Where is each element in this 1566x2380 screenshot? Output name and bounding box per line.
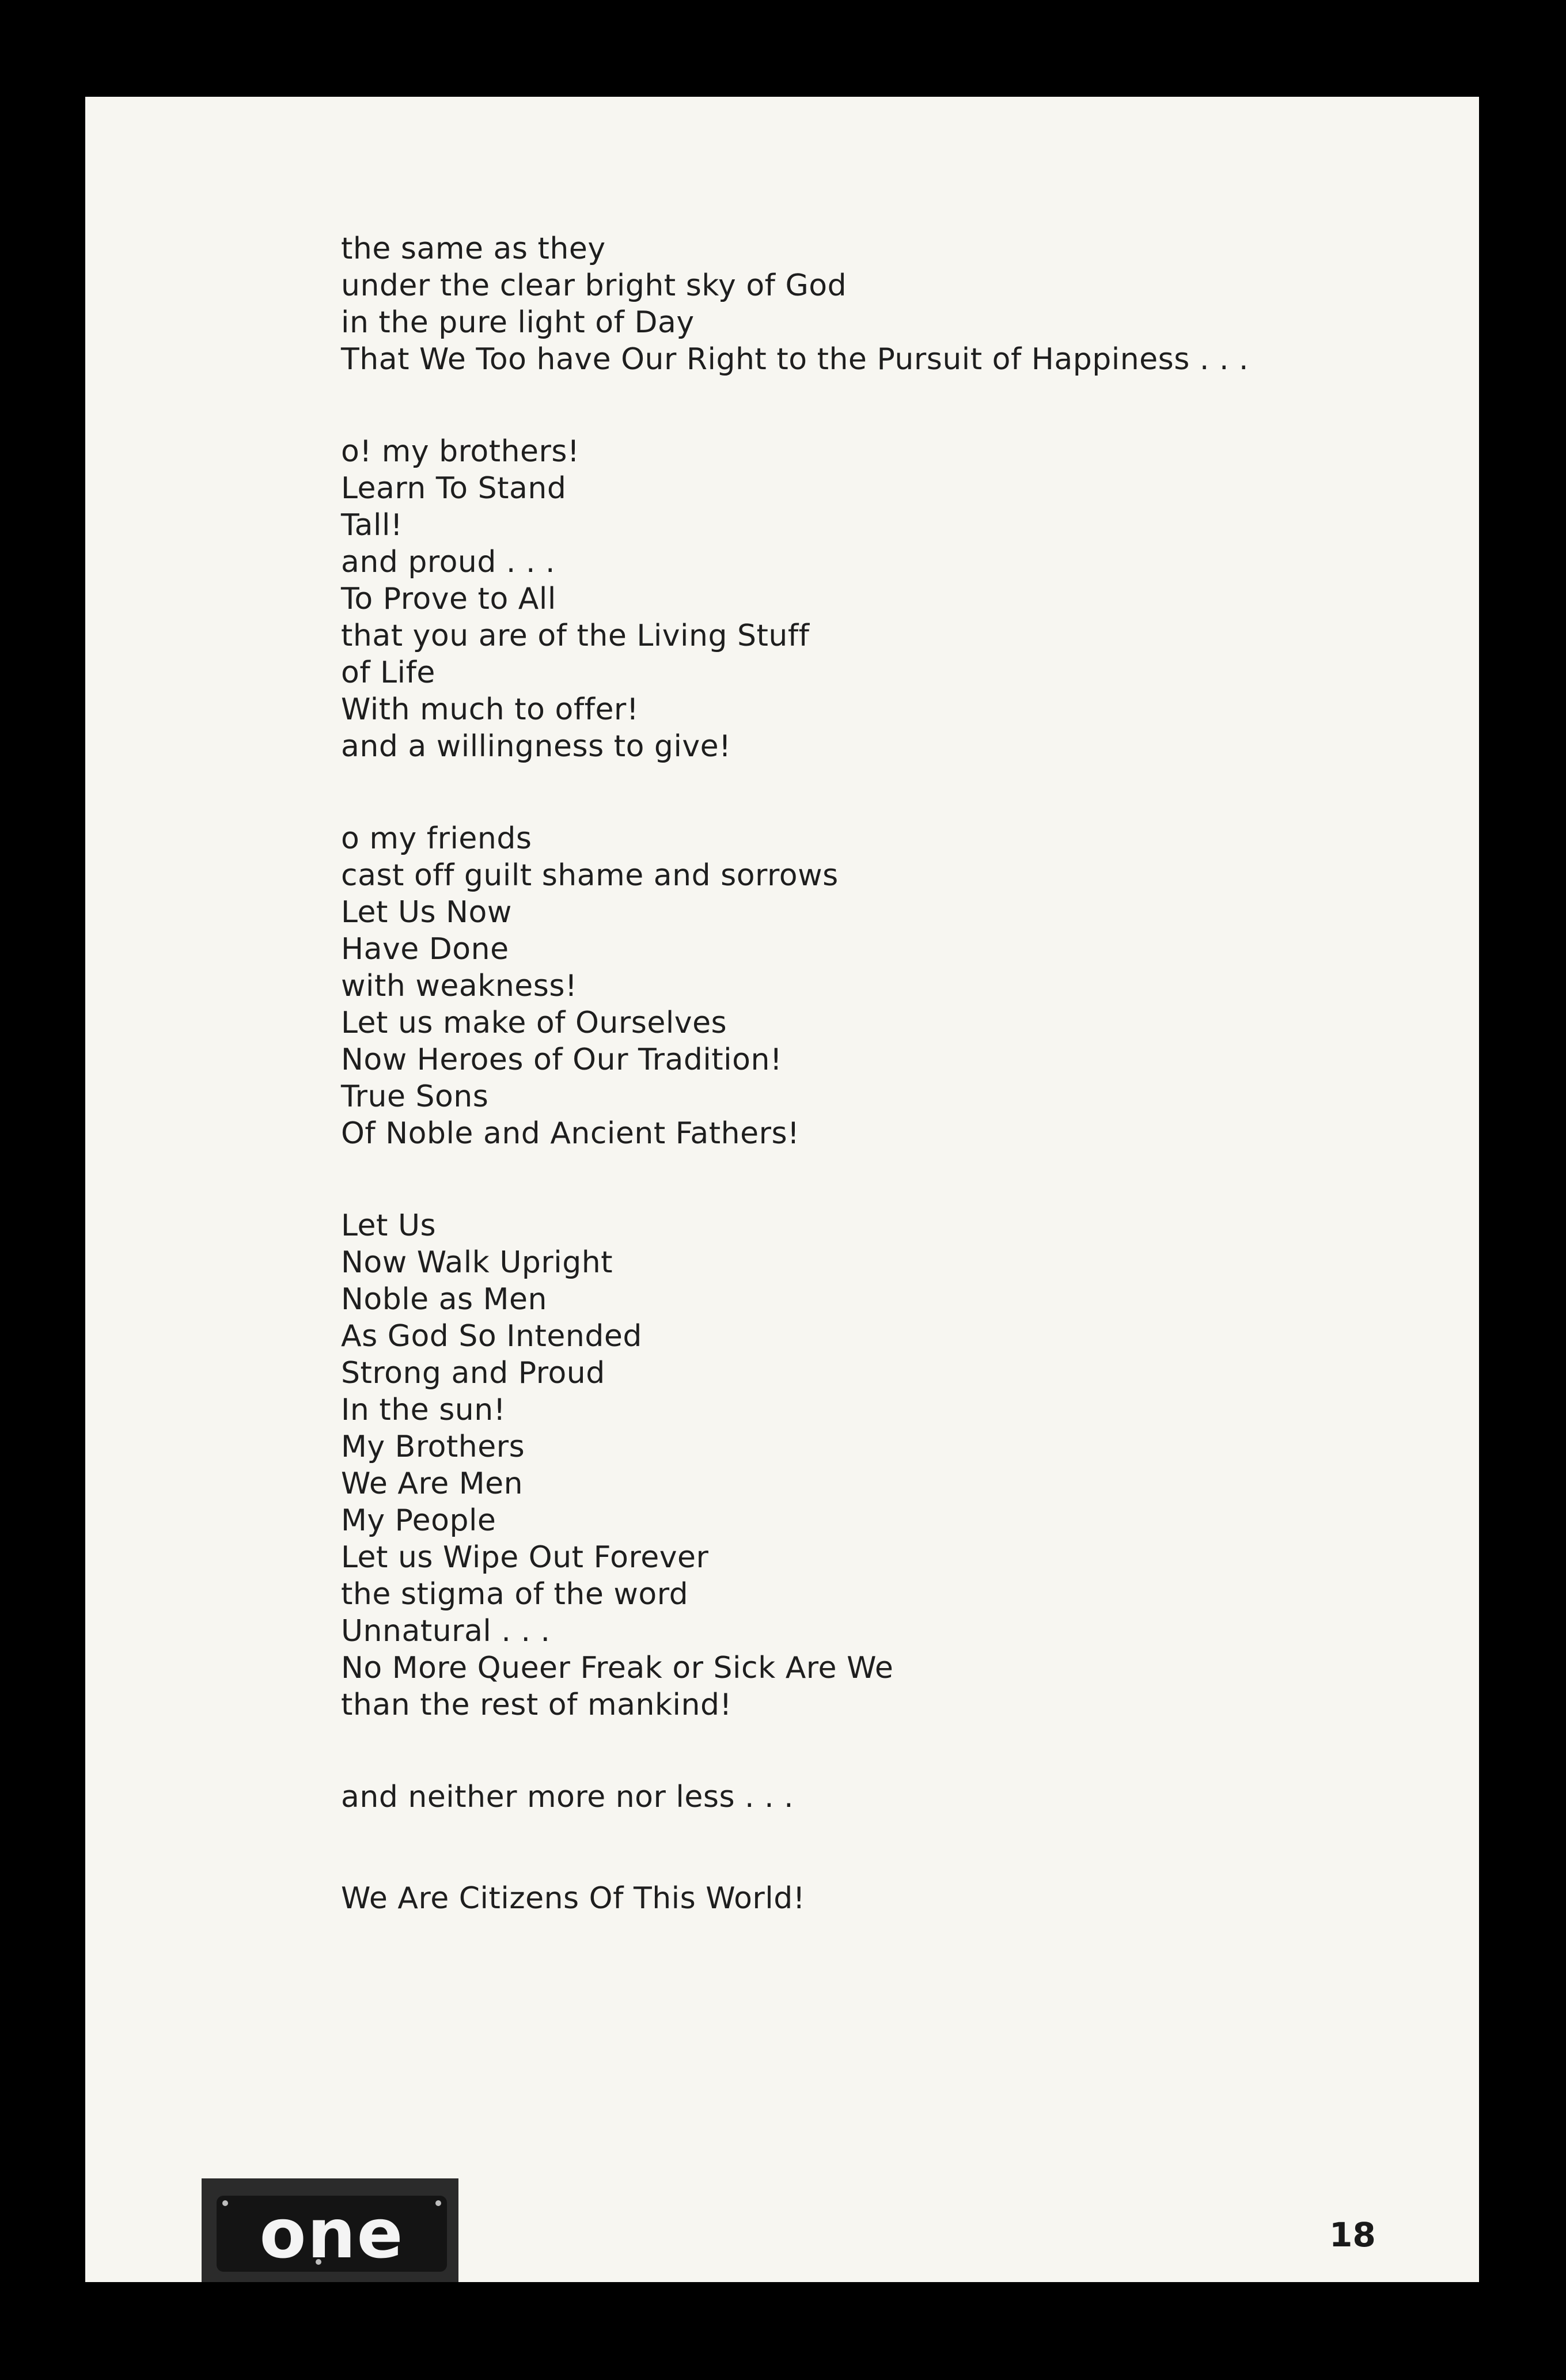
poem-line: My People: [341, 1503, 496, 1538]
poem-line: cast off guilt shame and sorrows: [341, 858, 839, 893]
logo-wordmark: one: [259, 2194, 404, 2273]
poem-line: Let us make of Ourselves: [341, 1006, 727, 1040]
poem-line: than the rest of mankind!: [341, 1688, 732, 1722]
poem-line: Now Walk Upright: [341, 1245, 613, 1280]
poem-line: and a willingness to give!: [341, 729, 731, 764]
stanza: [341, 1779, 1435, 1816]
poem-line: under the clear bright sky of God: [341, 268, 847, 303]
poem-line: Strong and Proud: [341, 1356, 605, 1390]
poem-line: the stigma of the word: [341, 1577, 689, 1612]
one-magazine-logo: [202, 2178, 458, 2282]
poem-line: In the sun!: [341, 1393, 506, 1427]
poem-line: that you are of the Living Stuff: [341, 619, 810, 653]
poem-line: Have Done: [341, 932, 509, 967]
stanza: [341, 820, 1435, 1152]
poem-line: We Are Citizens Of This World!: [341, 1881, 806, 1916]
stanza: [341, 230, 1435, 378]
stanza: [341, 1207, 1435, 1723]
poem-line: To Prove to All: [341, 582, 556, 616]
poem-line: in the pure light of Day: [341, 305, 695, 340]
poem-line: Let us Wipe Out Forever: [341, 1540, 709, 1575]
poem-line: with weakness!: [341, 969, 578, 1003]
page-number: 18: [1329, 2215, 1376, 2254]
poem-line: Let Us Now: [341, 895, 512, 930]
poem-line: As God So Intended: [341, 1319, 642, 1354]
poem-line: My Brothers: [341, 1430, 525, 1464]
poem-line: Learn To Stand: [341, 471, 567, 506]
poem-line: and proud . . .: [341, 545, 556, 579]
poem-line: Unnatural . . .: [341, 1614, 551, 1648]
stanza: [341, 1880, 1435, 1917]
poem-line: That We Too have Our Right to the Pursuit of Happiness . . .: [341, 342, 1249, 377]
logo-plate: [217, 2196, 447, 2272]
poem-line: Let Us: [341, 1208, 437, 1243]
poem-line: True Sons: [341, 1079, 489, 1114]
poem-line: Now Heroes of Our Tradition!: [341, 1043, 783, 1077]
poem-line: With much to offer!: [341, 692, 639, 727]
stanza: [341, 433, 1435, 765]
poem-line: Tall!: [341, 508, 403, 543]
poem-line: Of Noble and Ancient Fathers!: [341, 1116, 800, 1151]
poem-line: We Are Men: [341, 1466, 524, 1501]
poem-line: and neither more nor less . . .: [341, 1780, 794, 1814]
poem-line: o! my brothers!: [341, 434, 580, 469]
poem-line: the same as they: [341, 232, 606, 266]
magazine-page: [85, 97, 1479, 2282]
poem-line: o my friends: [341, 821, 532, 856]
poem-line: Noble as Men: [341, 1282, 547, 1317]
poem-body: [341, 230, 1435, 1917]
poem-line: No More Queer Freak or Sick Are We: [341, 1651, 894, 1685]
poem-line: of Life: [341, 655, 435, 690]
